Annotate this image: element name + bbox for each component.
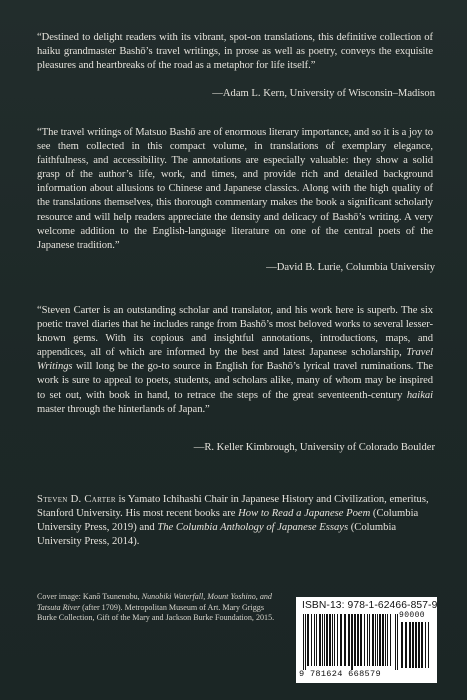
barcode-bar: [397, 614, 398, 670]
barcode-bar: [390, 614, 391, 666]
barcode-bar: [401, 622, 403, 668]
book-title-anthology: The Columbia Anthology of Japanese Essays: [157, 522, 349, 534]
barcode-first-digit: 9: [299, 669, 305, 679]
barcode-bar: [421, 622, 423, 668]
barcode-bar: [415, 622, 417, 668]
blurb-kimbrough-part-a: “Steven Carter is an outstanding scholar and translator, and his work here is superb. The six poetic travel diaries that he includes range from Bashō’s most beloved works to several lesser-known gems. With its copious and insightful annotations, introductions, maps, and appendices, all of which are informed by the best and latest Japanese scholarship,: [37, 305, 433, 359]
barcode-bar: [360, 614, 362, 666]
barcode-right-group: 668579: [348, 669, 381, 679]
cover-credit-part-a: Cover image: Kanō Tsunenobu,: [37, 592, 142, 601]
isbn-barcode: [296, 597, 437, 683]
barcode-bar: [329, 614, 331, 666]
cover-credit-text: [37, 592, 277, 624]
barcode-bar: [385, 614, 386, 666]
blurb-kimbrough-part-b: will long be the go-to source in English for Bashō’s lyrical travel ruminations. The work is sure to appeal to poets, students, and scholars alike, many of whom may be inspired to set out, with book in hand, to retrace the steps of the great seventeenth-century: [37, 361, 433, 401]
author-bio: [37, 493, 435, 549]
attribution-lurie: —David B. Lurie, Columbia University: [266, 262, 435, 273]
cover-artwork-title: Nunobiki Waterfall, Mount Yoshino, and Tatsuta River: [37, 592, 272, 612]
author-name: Steven D. Carter: [37, 494, 116, 505]
book-title-how-to-read: How to Read a Japanese Poem: [238, 508, 371, 520]
barcode-bar: [379, 614, 381, 666]
author-bio-part-b: (Columbia University Press, 2019) and: [37, 508, 419, 534]
barcode-bar: [387, 614, 388, 666]
author-bio-part-a: is Yamato Ichihashi Chair in Japanese History and Civilization, emeritus, Stanford University. His most recent books are: [37, 494, 429, 520]
barcode-bar: [316, 614, 317, 666]
barcode-bars: [303, 614, 431, 670]
barcode-bar: [418, 622, 420, 668]
blurb-kimbrough: [37, 304, 433, 417]
book-title-travel-writings: Travel Writings: [37, 347, 433, 373]
blurb-lurie-text: “The travel writings of Matsuo Bashō are of enormous literary importance, and so it is a joy to see them collected in this compact volume, in translations of exemplary elegance, faithfulness, and accessibility. The annotations are especially valuable: they show a solid grasp of the author’s life, work, and times, and provide rich and detailed background information about allusions to Chinese and Japanese classics. Along with the high quality of the translations themselves, this thorough commentary makes the book a significant scholarly resource and will help readers appreciate the density and delicacy of Bashō’s writing. A very welcome addition to the English-language literature on one of the central poets of the Japanese tradition.”: [37, 127, 433, 251]
barcode-bar: [337, 614, 338, 666]
barcode-left-group: 781624: [309, 669, 343, 679]
barcode-bar: [340, 614, 342, 666]
barcode-bar: [322, 614, 323, 666]
barcode-bar: [324, 614, 325, 666]
barcode-bar: [303, 614, 304, 670]
barcode-bar: [395, 614, 396, 670]
blurb-lurie: [37, 126, 433, 253]
barcode-bar: [319, 614, 321, 666]
barcode-bar: [364, 614, 365, 666]
barcode-addon-digits: 90000: [399, 611, 426, 620]
barcode-bar: [326, 614, 328, 666]
blurb-kern-text: “Destined to delight readers with its vibrant, spot-on translations, this definitive collection of haiku grandmaster Bashō’s travel writings, in prose as well as poetry, conveys the exquisite pleasures and heartbreaks of the road as a metaphor for life itself.”: [37, 32, 433, 72]
attribution-kimbrough: —R. Keller Kimbrough, University of Colorado Boulder: [193, 442, 435, 453]
barcode-bar: [344, 614, 346, 666]
barcode-bar: [305, 614, 306, 670]
author-bio-text: [37, 493, 435, 549]
barcode-bar: [357, 614, 359, 666]
cover-credit-part-b: (after 1709). Metropolitan Museum of Art. Mary Griggs Burke Collection, Gift of the Mary and Jackson Burke Foundation, 2015.: [37, 602, 275, 623]
barcode-bar: [367, 614, 368, 666]
attribution-kern: —Adam L. Kern, University of Wisconsin–Madison: [212, 88, 435, 99]
barcode-bar: [405, 622, 407, 668]
barcode-bar: [314, 614, 315, 666]
barcode-bar: [348, 614, 350, 666]
cover-credit: [37, 592, 277, 624]
barcode-bar: [351, 614, 353, 670]
barcode-digits: [299, 669, 381, 679]
barcode-bar: [412, 622, 414, 668]
barcode-bar: [369, 614, 370, 666]
blurb-kimbrough-part-c: master through the hinterlands of Japan.”: [37, 403, 210, 415]
isbn-label: ISBN-13: 978-1-62466-857-9: [302, 600, 438, 611]
barcode-bar: [377, 614, 378, 666]
blurb-kern: [37, 31, 433, 73]
barcode-bar: [354, 614, 356, 666]
barcode-bar: [382, 614, 384, 666]
author-bio-part-c: (Columbia University Press, 2014).: [37, 522, 397, 548]
barcode-bar: [307, 614, 309, 666]
blurb-kimbrough-text: [37, 304, 433, 417]
barcode-bar: [311, 614, 312, 666]
barcode-bar: [332, 614, 333, 666]
barcode-bar: [372, 614, 374, 666]
barcode-bar: [428, 622, 429, 668]
barcode-bar: [334, 614, 335, 666]
barcode-bar: [425, 622, 426, 668]
term-haikai: haikai: [406, 389, 433, 401]
barcode-bar: [409, 622, 411, 668]
barcode-bar: [375, 614, 376, 666]
